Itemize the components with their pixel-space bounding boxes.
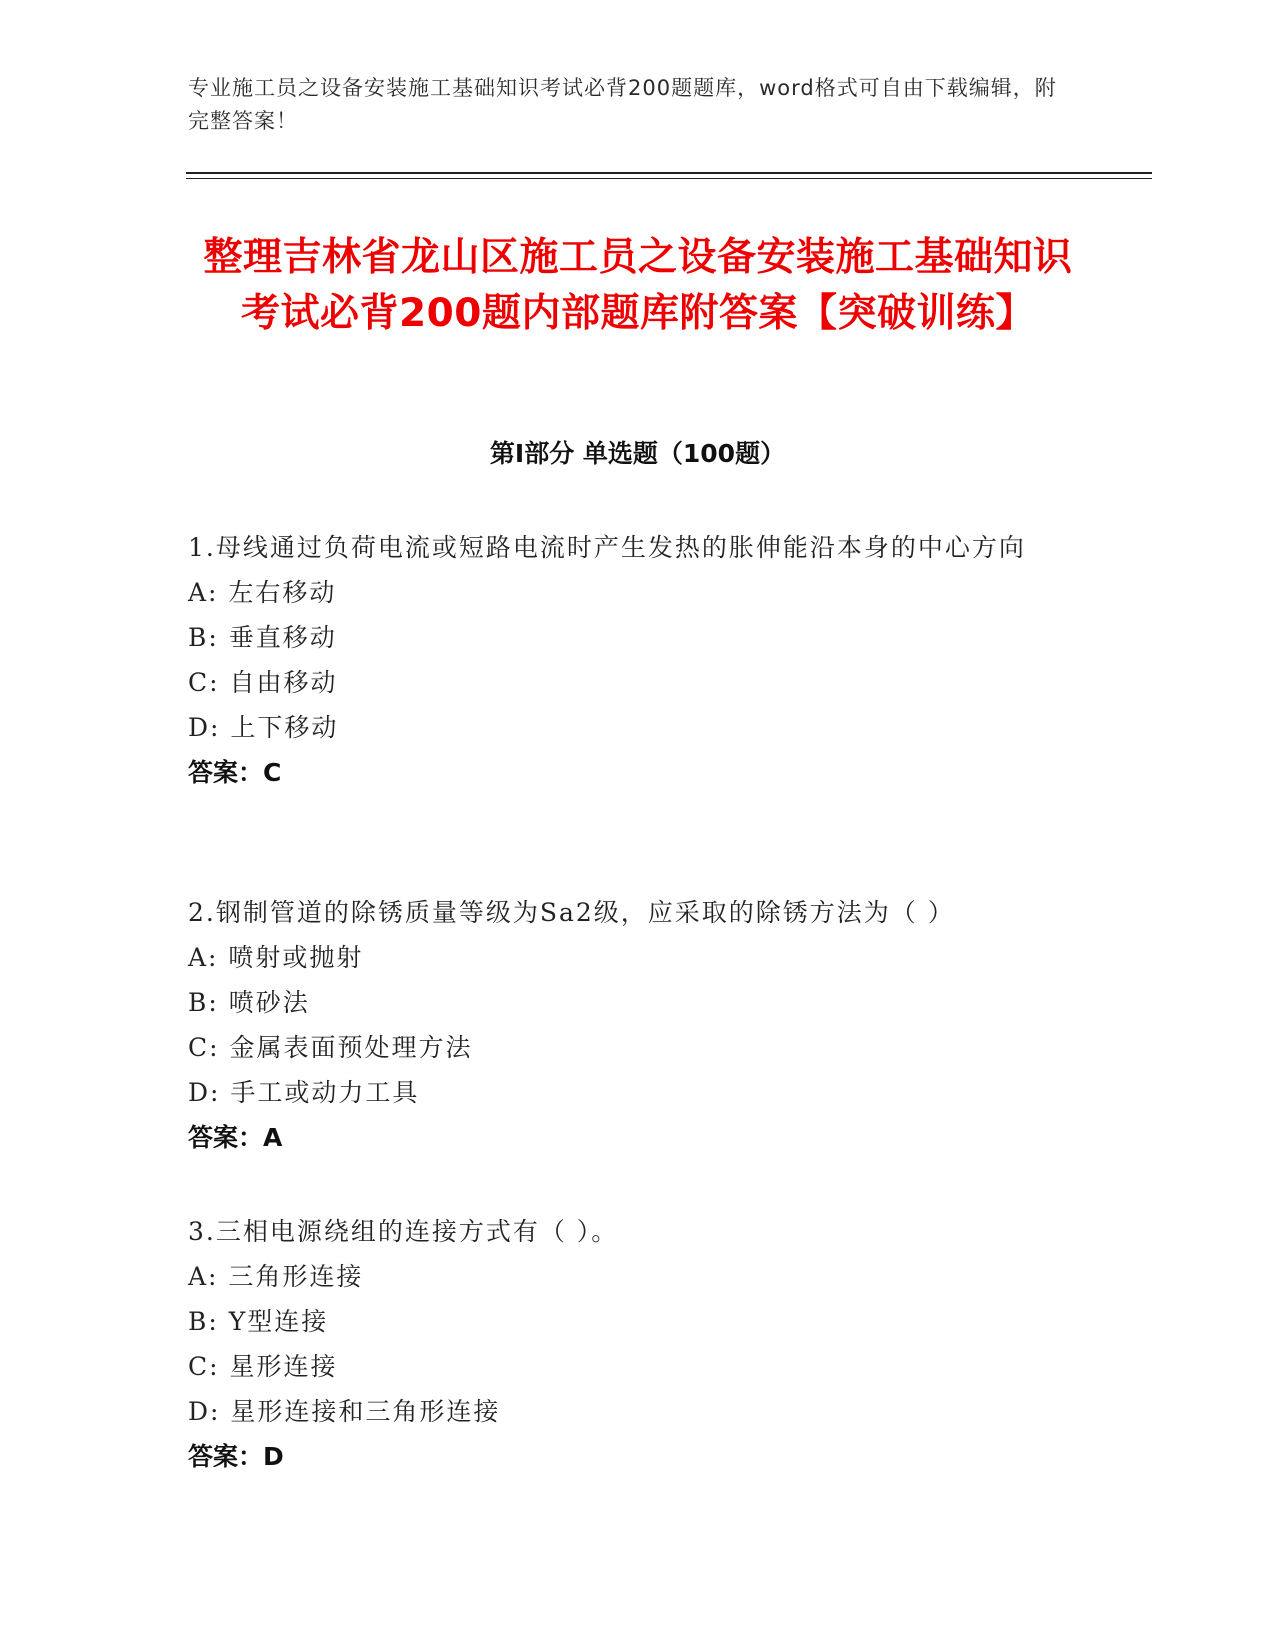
question-stem: 1.母线通过负荷电流或短路电流时产生发热的胀伸能沿本身的中心方向 xyxy=(188,533,1026,562)
option-d: D: 上下移动 xyxy=(188,713,339,742)
option-c: C: 金属表面预处理方法 xyxy=(188,1033,473,1062)
question-stem: 2.钢制管道的除锈质量等级为Sa2级，应采取的除锈方法为（ ） xyxy=(188,898,955,927)
answer: 答案：A xyxy=(188,1123,283,1152)
option-d: D: 手工或动力工具 xyxy=(188,1078,420,1107)
section-heading: 第Ⅰ部分 单选题（100题） xyxy=(489,439,786,468)
question-block xyxy=(188,1209,1068,1479)
option-a: A: 三角形连接 xyxy=(188,1262,364,1291)
answer: 答案：C xyxy=(188,758,282,787)
option-a: A: 喷射或抛射 xyxy=(188,943,364,972)
option-d: D: 星形连接和三角形连接 xyxy=(188,1397,501,1426)
header-rule-thin xyxy=(186,178,1152,179)
option-b: B: 喷砂法 xyxy=(188,988,310,1017)
option-b: B: Y型连接 xyxy=(188,1307,329,1336)
option-b: B: 垂直移动 xyxy=(188,623,337,652)
header-note: 专业施工员之设备安装施工基础知识考试必背200题题库，word格式可自由下载编辑，附完整答案！ xyxy=(188,76,1057,133)
option-c: C: 星形连接 xyxy=(188,1352,338,1381)
header-rule-thick xyxy=(186,172,1152,174)
question-stem: 3.三相电源绕组的连接方式有（ ）。 xyxy=(188,1217,619,1246)
answer: 答案：D xyxy=(188,1442,284,1471)
question-block xyxy=(188,525,1068,795)
document-title: 整理吉林省龙山区施工员之设备安装施工基础知识考试必背200题内部题库附答案【突破训练】 xyxy=(203,235,1073,336)
question-block xyxy=(188,890,1068,1160)
option-c: C: 自由移动 xyxy=(188,668,338,697)
option-a: A: 左右移动 xyxy=(188,578,337,607)
